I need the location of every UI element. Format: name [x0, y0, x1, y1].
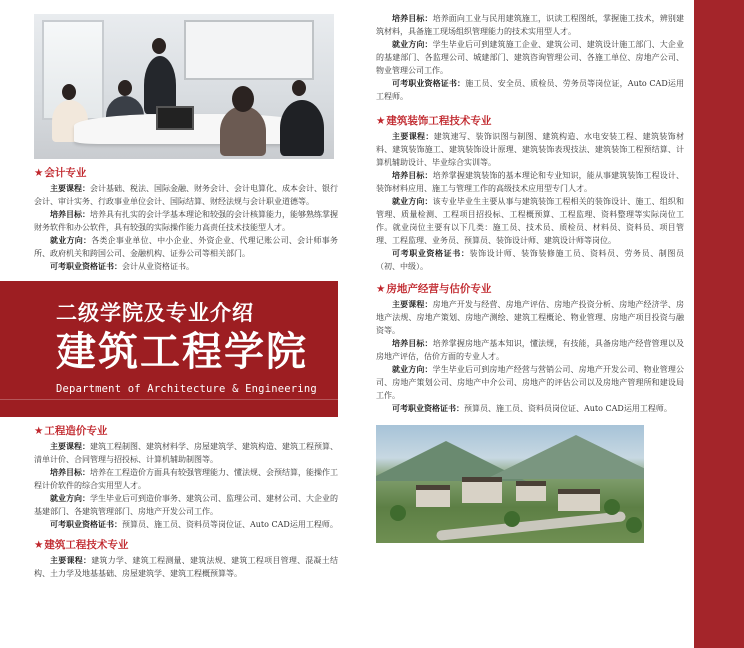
star-icon: ★ [34, 539, 44, 551]
right-column [376, 0, 684, 543]
decoration-courses: 主要课程：建筑速写、装饰识图与制图、建筑构造、水电安装工程、建筑装饰材料、建筑装饰施工、建筑装饰设计原理、建筑装饰表现技法、建筑装饰工程预结算、计算机辅助设计、毕业综合实训等。 [376, 132, 684, 167]
cost-courses: 主要课程：建筑工程制图、建筑材料学、房屋建筑学、建筑构造、建筑工程预算、清单计价、合同管理与招投标、计算机辅助制图等。 [34, 442, 338, 464]
left-column [34, 0, 338, 580]
banner-title: 建筑工程学院 [56, 329, 308, 375]
decoration-employment: 就业方向：该专业毕业生主要从事与建筑装饰工程相关的装饰设计、施工、组织和管理、质量检测、工程项目招投标、工程概预算、工程监理、资料整理等实际岗位工作。就业岗位主要有以下几类：施工员、技术员、质检员、材料员、资料员、项目管理、工程监理、业务员、预算员、装饰设计师、建筑设计师等岗位。 [376, 197, 685, 245]
realestate-courses: 主要课程：房地产开发与经营、房地产评估、房地产投资分析、房地产经济学、房地产法规、房地产策划、房地产测绘、建筑工程概论、物业管理、房地产项目投资与融资等。 [376, 300, 685, 335]
section-title-cost: ★工程造价专业 [34, 425, 108, 437]
decoration-cert: 可考职业资格证书：装饰设计师、装饰装修施工员、资料员、劳务员、制图员（初、中级）。 [376, 249, 685, 271]
cost-goal: 培养目标：培养在工程造价方面具有较强管理能力、懂法规、会预结算，能操作工程计价软件的综合实用型人才。 [34, 468, 338, 490]
section-title-decoration: ★建筑装饰工程技术专业 [376, 115, 492, 127]
banner-subtitle: 二级学院及专业介绍 [56, 301, 254, 325]
decoration-goal: 培养目标：培养掌握建筑装饰的基本理论和专业知识，能从事建筑装饰工程设计、装饰材料应用、施工与管理工作的高级技术应用型专门人才。 [376, 171, 685, 193]
section-title-accounting: ★会计专业 [34, 167, 87, 179]
tech-employment: 就业方向：学生毕业后可到建筑施工企业、建筑公司、建筑设计施工部门、大企业的基建部门、各监理公司、城建部门、建筑咨询管理公司、各施工单位、房地产公司、物业管理公司工作。 [376, 40, 685, 75]
cost-cert: 可考职业资格证书：预算员、施工员、资料员等岗位证、Auto CAD运用工程师。 [50, 520, 338, 529]
tech-goal: 培养目标：培养面向工业与民用建筑施工，识读工程图纸，掌握施工技术，辨别建筑材料，具备施工现场组织管理能力的技术实用型人才。 [376, 14, 685, 36]
section-title-tech: ★建筑工程技术专业 [34, 539, 129, 551]
realestate-employment: 就业方向：学生毕业后可到房地产经营与营销公司、房地产开发公司、物业管理公司、房地产策划公司、房地产中介公司、房地产的评估公司以及房地产管理所和建设局工作。 [376, 365, 685, 400]
realestate-cert: 可考职业资格证书：预算员、施工员、资料员岗位证、Auto CAD运用工程师。 [392, 404, 672, 413]
star-icon: ★ [34, 425, 44, 437]
accounting-employment: 就业方向：各类企事业单位、中小企业、外资企业、代理记账公司、会计师事务所、政府机关和跨国公司、金融机构、证券公司等相关部门。 [34, 236, 339, 258]
right-red-bar [694, 0, 744, 648]
realestate-goal: 培养目标：培养掌握房地产基本知识，懂法规，有技能，具备房地产经营管理以及房地产评估，估价方面的专业人才。 [376, 339, 685, 361]
section-title-realestate: ★房地产经营与估价专业 [376, 283, 492, 295]
banner-english: Department of Architecture & Engineering [56, 383, 317, 395]
star-icon: ★ [376, 115, 386, 127]
office-meeting-photo [34, 14, 334, 159]
tech-courses: 主要课程：建筑力学、建筑工程测量、建筑法规、建筑工程项目管理、混凝土结构、土力学及地基基础、房屋建筑学、建筑工程概预算等。 [34, 556, 339, 578]
accounting-goal: 培养目标：培养具有扎实的会计学基本理论和较强的会计核算能力，能够熟练掌握财务软件和办公软件，具有较强的实际操作能力高责任技术技能型人才。 [34, 210, 338, 232]
cost-employment: 就业方向：学生毕业后可到造价事务、建筑公司、监理公司、建材公司、大企业的基建部门、各建筑管理部门、房地产开发公司工作。 [34, 494, 338, 516]
resort-rendering-photo [376, 425, 644, 543]
star-icon: ★ [376, 283, 386, 295]
star-icon: ★ [34, 167, 44, 179]
accounting-cert: 可考职业资格证书：会计从业资格证书。 [50, 262, 194, 271]
tech-cert: 可考职业资格证书：施工员、安全员、质检员、劳务员等岗位证，Auto CAD运用工程师。 [376, 79, 685, 101]
accounting-courses: 主要课程：会计基础、税法、国际金融、财务会计、会计电算化、成本会计、银行会计、审计实务、行政事业单位会计、国际结算、财经法规与会计职业道德等。 [34, 184, 338, 206]
college-banner [0, 281, 338, 417]
